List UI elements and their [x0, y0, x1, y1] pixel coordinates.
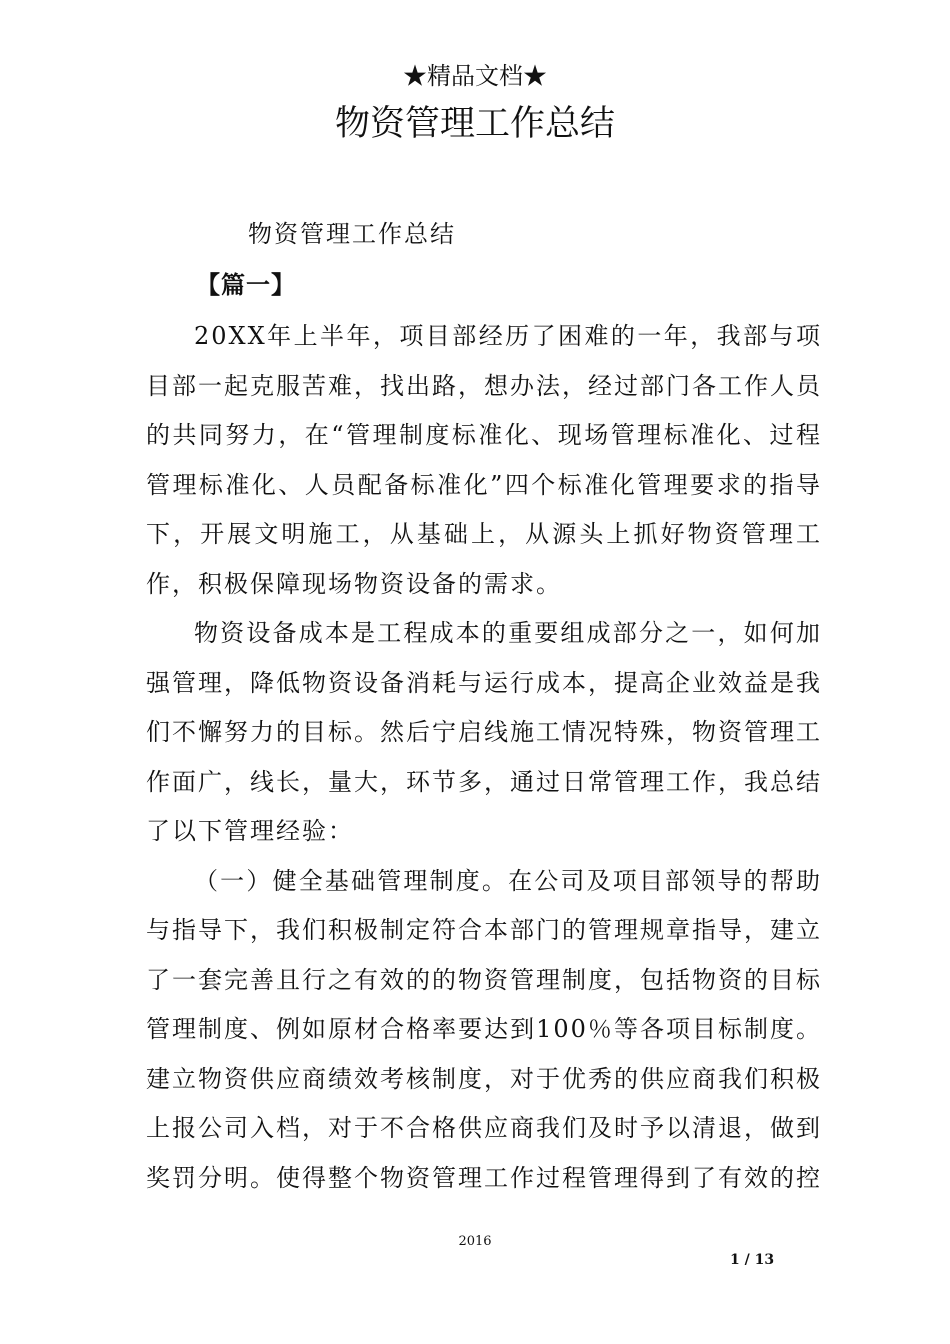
paragraph: （一）健全基础管理制度。在公司及项目部领导的帮助与指导下，我们积极制定符合本部门的管理规章指导，建立了一套完善且行之有效的的物资管理制度，包括物资的目标管理制度、例如原材合格率要达到100％等各项目标制度。建立物资供应商绩效考核制度，对于优秀的供应商我们积极上报公司入档，对于不合格供应商我们及时予以清退，做到奖罚分明。使得整个物资管理工作过程管理得到了有效的控: [146, 866, 822, 1192]
paragraph: 物资设备成本是工程成本的重要组成部分之一，如何加强管理，降低物资设备消耗与运行成本，提高企业效益是我们不懈努力的目标。然后宁启线施工情况特殊，物资管理工作面广，线长，量大，环节多，通过日常管理工作，我总结了以下管理经验：: [146, 619, 822, 845]
page-title: 物资管理工作总结: [334, 104, 615, 144]
document-subtitle: 物资管理工作总结: [248, 220, 456, 248]
document-body: [146, 312, 822, 1203]
header-mark: ★精品文档★: [403, 62, 547, 90]
section-label: 【篇一】: [196, 270, 296, 299]
footer-year: 2016: [458, 1234, 492, 1249]
paragraph: 20XX年上半年，项目部经历了困难的一年，我部与项目部一起克服苦难，找出路，想办法，经过部门各工作人员的共同努力，在“管理制度标准化、现场管理标准化、过程管理标准化、人员配备标准化”四个标准化管理要求的指导下，开展文明施工，从基础上，从源头上抓好物资管理工作，积极保障现场物资设备的需求。: [146, 322, 822, 598]
page-number: 1 / 13: [730, 1252, 775, 1268]
